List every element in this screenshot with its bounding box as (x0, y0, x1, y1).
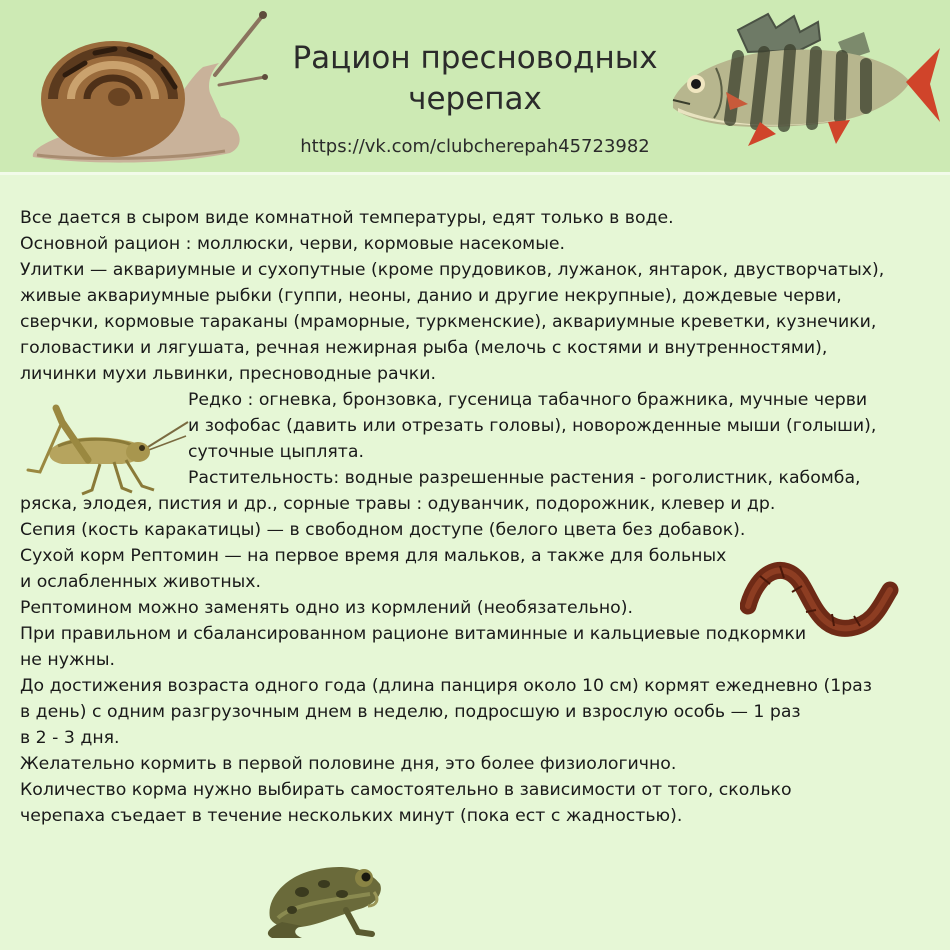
text-line: Основной рацион : моллюски, черви, кормовые насекомые. (20, 234, 565, 254)
snail-icon (25, 5, 275, 170)
text-line: в день) с одним разгрузочным днем в неделю, подросшую и взрослую особь — 1 раз (20, 702, 801, 722)
title-line-2: черепах (408, 81, 542, 117)
text-line: черепаха съедает в течение нескольких минут (пока ест с жадностью). (20, 806, 683, 826)
text-line: Редко : огневка, бронзовка, гусеница табачного бражника, мучные черви (188, 390, 868, 410)
header-divider (0, 172, 950, 175)
text-line: Рептомином можно заменять одно из кормлений (необязательно). (20, 598, 633, 618)
text-line: Растительность: водные разрешенные растения - роголистник, кабомба, (188, 468, 861, 488)
text-line: При правильном и сбалансированном рационе витаминные и кальциевые подкормки (20, 624, 807, 644)
text-line: личинки мухи львинки, пресноводные рачки. (20, 364, 436, 384)
text-line: До достижения возраста одного года (длина панциря около 10 см) кормят ежедневно (1раз (20, 676, 872, 696)
text-line: головастики и лягушата, речная нежирная рыба (мелочь с костями и внутренностями), (20, 338, 828, 358)
text-line: суточные цыплята. (188, 442, 364, 462)
text-line: Сухой корм Рептомин — на первое время для мальков, а также для больных (20, 546, 727, 566)
text-line: Все дается в сыром виде комнатной температуры, едят только в воде. (20, 208, 674, 228)
frog-icon (262, 848, 387, 940)
title-line-1: Рацион пресноводных (292, 40, 658, 76)
text-line: Сепия (кость каракатицы) — в свободном доступе (белого цвета без добавок). (20, 520, 746, 540)
perch-icon (668, 8, 943, 158)
text-line: живые аквариумные рыбки (гуппи, неоны, данио и другие некрупные), дождевые черви, (20, 286, 842, 306)
text-line: Количество корма нужно выбирать самостоятельно в зависимости от того, сколько (20, 780, 792, 800)
text-line: и ослабленных животных. (20, 572, 262, 592)
text-line: ряска, элодея, пистия и др., сорные травы : одуванчик, подорожник, клевер и др. (20, 494, 776, 514)
text-line: Улитки — аквариумные и сухопутные (кроме прудовиков, лужанок, янтарок, двустворчатых), (20, 260, 885, 280)
text-line: в 2 - 3 дня. (20, 728, 120, 748)
text-line: не нужны. (20, 650, 115, 670)
text-line: сверчки, кормовые тараканы (мраморные, туркменские), аквариумные креветки, кузнечики, (20, 312, 877, 332)
diet-description (20, 205, 930, 829)
text-line: Желательно кормить в первой половине дня, это более физиологично. (20, 754, 677, 774)
text-line: и зофобас (давить или отрезать головы), новорожденные мыши (голыши), (188, 416, 877, 436)
source-url: https://vk.com/clubcherepah45723982 (300, 136, 650, 157)
page-title (230, 38, 720, 120)
